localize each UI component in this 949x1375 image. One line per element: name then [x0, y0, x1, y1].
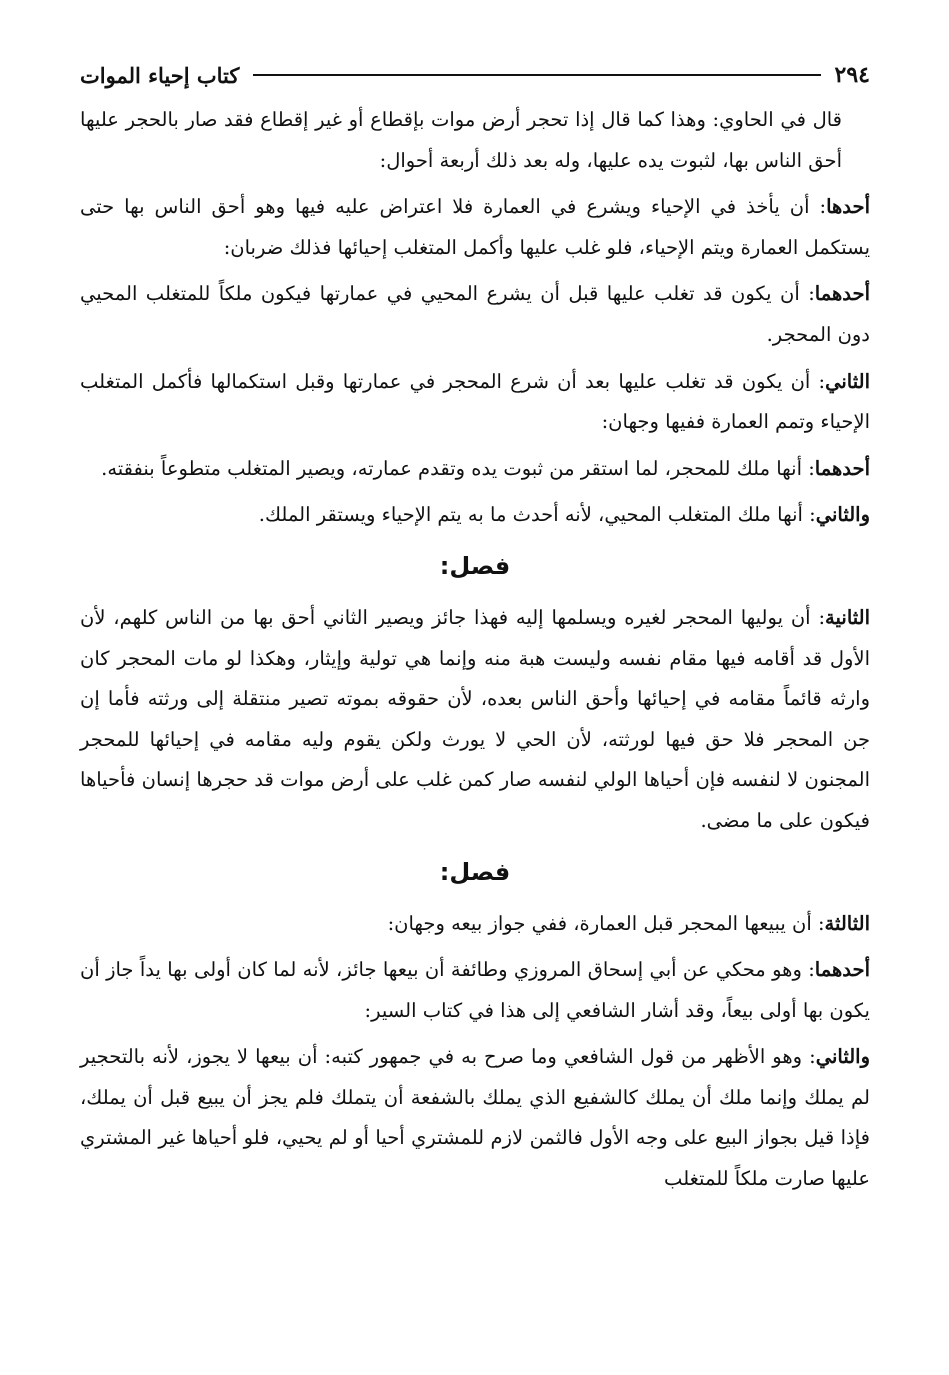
page-number: ٢٩٤	[834, 62, 870, 88]
paragraph-text: : أن يأخذ في الإحياء ويشرع في العمارة فلا اعتراض عليه فيها وهو أحق الناس بها حتى يستكمل العمارة ويتم الإحياء، فلو غلب عليها وأكمل المتغلب إحيائها فذلك ضربان:	[80, 195, 870, 259]
paragraph	[80, 449, 870, 490]
paragraph	[80, 1037, 870, 1199]
paragraph-text: : أنها ملك المتغلب المحيي، لأنه أحدث ما به يتم الإحياء ويستقر الملك.	[258, 503, 816, 527]
paragraph	[80, 598, 870, 842]
paragraph-lead: الثالثة	[824, 911, 870, 935]
paragraph	[80, 362, 870, 443]
paragraph-lead: الثاني	[825, 369, 870, 393]
page-header	[80, 58, 870, 92]
paragraph-text: : أن يبيعها المحجر قبل العمارة، ففي جواز بيعه وجهان:	[387, 911, 825, 935]
paragraph-lead: والثاني	[815, 503, 870, 527]
paragraph-text: : وهو محكي عن أبي إسحاق المروزي وطائفة أن بيعها جائز، لأنه لما كان أولى بها يداً جاز أن يكون بها أولى بيعاً، وقد أشار الشافعي إلى هذا في كتاب السير:	[80, 958, 870, 1022]
paragraph-text: : وهو الأظهر من قول الشافعي وما صرح به في جمهور كتبه: أن بيعها لا يجوز، لأنه بالتحجير لم يملك وإنما ملك أن يملك كالشفيع الذي يملك بالشفعة أن يتملك فلم يجز أن يبيع قبل أن يملك، فإذا قيل بجواز البيع على وجه الأول فالثمن لازم للمشتري أحيا أو لم يحيي، فلو أحياها غير المشتري عليها صارت ملكاً للمتغلب	[80, 1045, 870, 1191]
paragraph-text: : أن يكون قد تغلب عليها بعد أن شرع المحجر في عمارتها وقبل استكمالها فأكمل المتغلب الإحياء وتمم العمارة ففيها وجهان:	[80, 369, 870, 434]
paragraph-intro	[80, 100, 870, 181]
paragraph-lead: أحدهما	[814, 282, 870, 306]
paragraph	[80, 187, 870, 268]
paragraph	[80, 274, 870, 355]
header-rule	[253, 74, 820, 76]
paragraph-lead: أحدها	[826, 195, 870, 219]
paragraph-text: : أن يكون قد تغلب عليها قبل أن يشرع المحيي في عمارتها فيكون ملكاً للمتغلب المحيي دون المحجر.	[80, 282, 870, 346]
section-heading: فصل:	[439, 551, 511, 580]
paragraph-text: : أنها ملك للمحجر، لما استقر من ثبوت يده وتقدم عمارته، ويصير المتغلب متطوعاً بنفقته.	[101, 456, 815, 480]
paragraph	[80, 950, 870, 1031]
paragraph-lead: الثانية	[825, 605, 870, 629]
page-body	[80, 100, 870, 1206]
paragraph-text: : أن يوليها المحجر لغيره ويسلمها إليه فهذا جائز ويصير الثاني أحق بها من الناس كلهم، لأن الأول قد أقامه فيها مقام نفسه وليست هبة منه وإنما هي تولية وإيثار، وهكذا لو مات المحجر كان وارثه قائماً مقامه في إحيائها وأحق الناس بعده، لأن حقوقه بموته تصير منتقلة إلى ورثته فأما إن جن المحجر فلا حق فيها لورثته، لأن الحي لا يورث ولكن يقوم وليه مقامه في إحيائها للمحجر المجنون لا لنفسه فإن أحياها الولي لنفسه صار كمن غلب على أرض موات قد حجرها إنسان فأحياها فيكون على ما مضى.	[80, 605, 870, 832]
paragraph-lead: والثاني	[815, 1045, 870, 1069]
paragraph-lead: أحدهما	[814, 456, 870, 480]
paragraph	[80, 495, 870, 536]
paragraph-lead: أحدهما	[814, 958, 870, 982]
running-title: كتاب إحياء الموات	[80, 62, 240, 88]
paragraph	[80, 904, 870, 945]
section-heading: فصل:	[439, 857, 511, 886]
paragraph-text: قال في الحاوي: وهذا كما قال إذا تحجر أرض موات بإقطاع أو غير إقطاع فقد صار بالحجر عليها أحق الناس بها، لثبوت يده عليها، وله بعد ذلك أربعة أحوال:	[80, 108, 842, 172]
